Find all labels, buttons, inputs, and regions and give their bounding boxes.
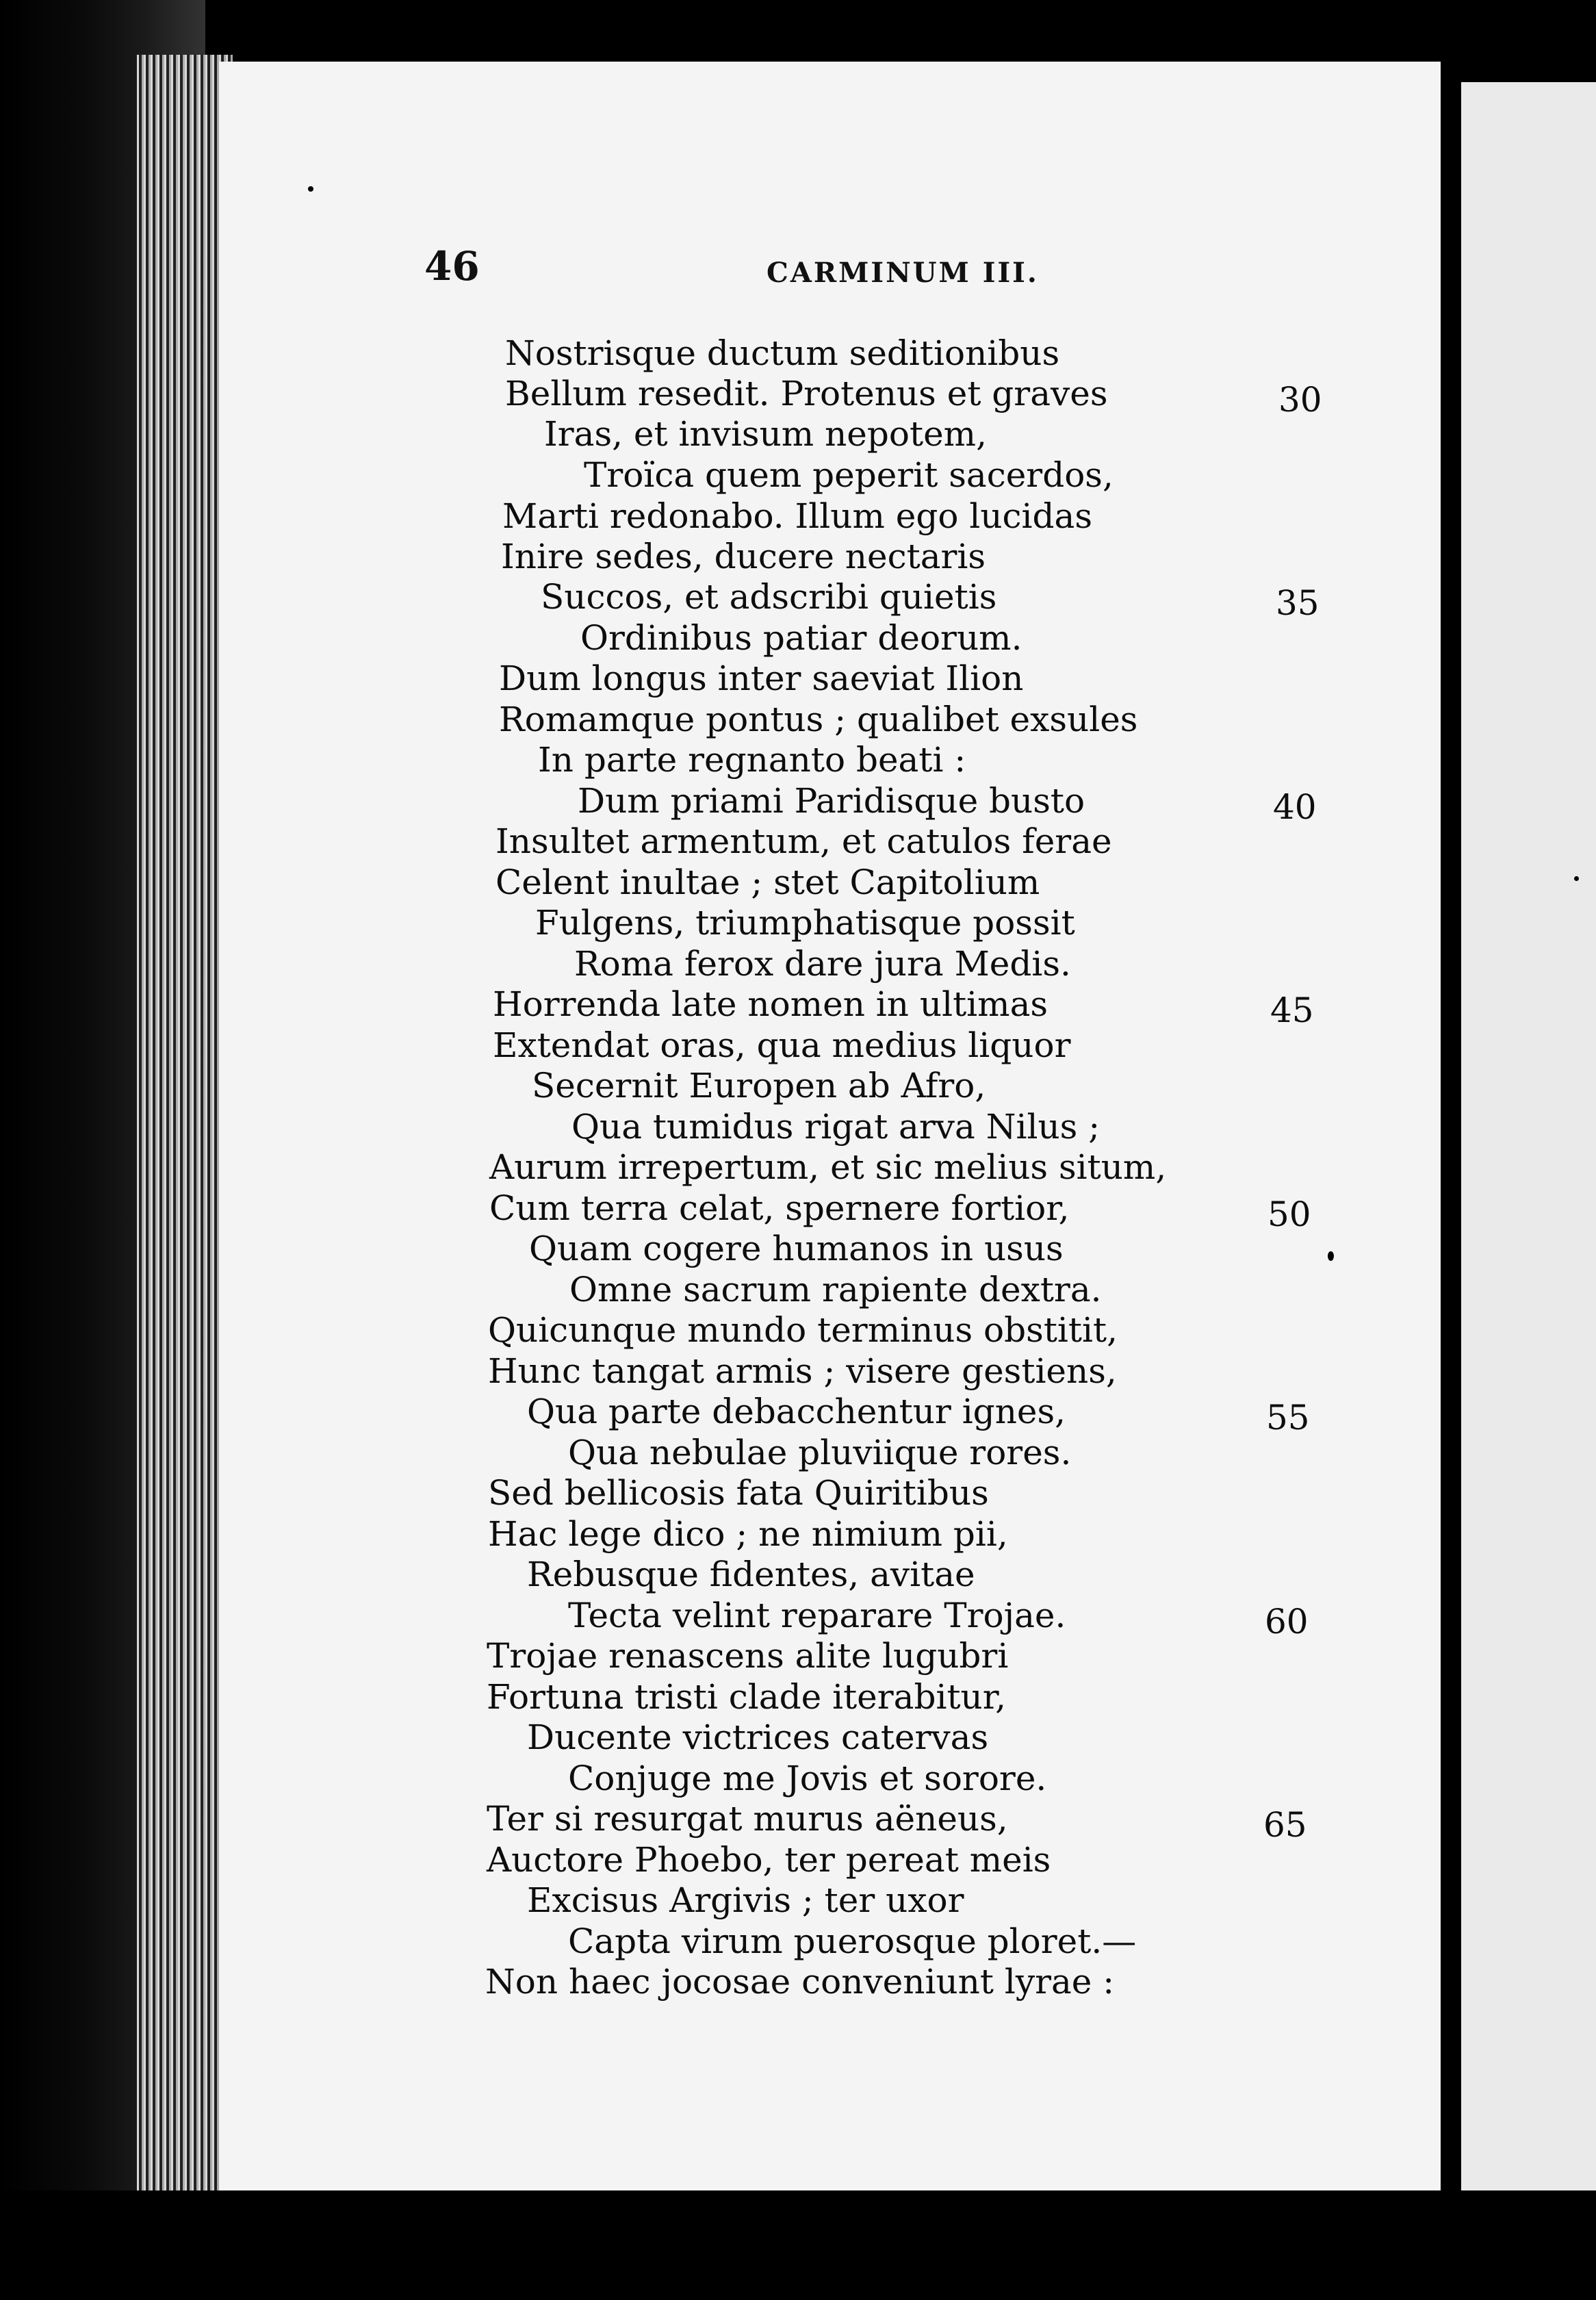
- verse-line: Sed bellicosis fata Quiritibus: [488, 1473, 989, 1513]
- verse-line: Hac lege dico ; ne nimium pii,: [488, 1514, 1008, 1554]
- page-number: 46: [424, 243, 480, 290]
- gutter: [1441, 0, 1461, 2300]
- verse-line: Iras, et invisum nepotem,: [544, 414, 987, 454]
- verse-line: Rebusque fidentes, avitae: [527, 1555, 975, 1594]
- line-number: 35: [1276, 583, 1320, 623]
- verse-line: Romamque pontus ; qualibet exsules: [499, 700, 1138, 739]
- verse-line: Marti redonabo. Illum ego lucidas: [502, 496, 1093, 536]
- verse-line: Ducente victrices catervas: [527, 1717, 989, 1757]
- verse-line: Tecta velint reparare Trojae.: [568, 1596, 1066, 1635]
- verse-line: Bellum resedit. Protenus et graves: [505, 374, 1108, 413]
- ink-speck: [308, 186, 313, 192]
- verse-line: Ter si resurgat murus aëneus,: [487, 1799, 1008, 1839]
- verse-line: Troïca quem peperit sacerdos,: [584, 455, 1114, 495]
- verse-line: Fulgens, triumphatisque possit: [535, 903, 1075, 943]
- verse-line: Excisus Argivis ; ter uxor: [527, 1880, 964, 1920]
- verse-line: Hunc tangat armis ; visere gestiens,: [488, 1351, 1117, 1391]
- verse-line: Horrenda late nomen in ultimas: [493, 984, 1048, 1024]
- ink-speck: [1328, 1251, 1334, 1261]
- verse-line: Roma ferox dare jura Medis.: [574, 944, 1071, 984]
- bottom-shadow: [0, 2190, 1596, 2300]
- verse-line: Secernit Europen ab Afro,: [532, 1066, 986, 1106]
- verse-line: Dum priami Paridisque busto: [578, 781, 1085, 821]
- verse-line: Qua parte debacchentur ignes,: [527, 1392, 1066, 1431]
- verse-line: Quicunque mundo terminus obstitit,: [488, 1310, 1118, 1350]
- verse-line: In parte regnanto beati :: [538, 740, 966, 780]
- line-number: 40: [1273, 787, 1317, 827]
- verse-line: Qua tumidus rigat arva Nilus ;: [571, 1107, 1101, 1147]
- verse-line: Auctore Phoebo, ter pereat meis: [487, 1840, 1051, 1880]
- verse-line: Cum terra celat, spernere fortior,: [489, 1188, 1070, 1228]
- verse-line: Extendat oras, qua medius liquor: [493, 1025, 1071, 1065]
- verse-line: Ordinibus patiar deorum.: [580, 618, 1022, 658]
- page-edges: [137, 55, 233, 2218]
- line-number: 45: [1270, 991, 1314, 1030]
- line-number: 30: [1278, 380, 1322, 420]
- verse-line: Qua nebulae pluviique rores.: [568, 1433, 1072, 1472]
- verse-line: Fortuna tristi clade iterabitur,: [487, 1677, 1007, 1717]
- verse-line: Inire sedes, ducere nectaris: [501, 537, 986, 576]
- verse-line: Non haec jocosae conveniunt lyrae :: [485, 1962, 1115, 2002]
- running-head: CARMINUM III.: [767, 257, 1039, 289]
- line-number: 55: [1266, 1398, 1310, 1438]
- verse-line: Trojae renascens alite lugubri: [487, 1636, 1009, 1676]
- line-number: 60: [1265, 1602, 1309, 1641]
- verse-line: Nostrisque ductum seditionibus: [505, 333, 1060, 373]
- verse-line: Conjuge me Jovis et sorore.: [568, 1759, 1047, 1798]
- verse-line: Insultet armentum, et catulos ferae: [495, 821, 1112, 861]
- line-number: 65: [1263, 1805, 1307, 1845]
- verse-line: Succos, et adscribi quietis: [541, 577, 997, 617]
- verse-line: Aurum irrepertum, et sic melius situm,: [489, 1147, 1167, 1187]
- verse-line: Dum longus inter saeviat Ilion: [499, 659, 1024, 698]
- verse-line: Quam cogere humanos in usus: [529, 1229, 1064, 1268]
- ink-speck: [1574, 876, 1579, 881]
- verse-line: Capta virum puerosque ploret.—: [568, 1921, 1137, 1961]
- facing-page-edge: [1461, 82, 1596, 2218]
- verse-line: Omne sacrum rapiente dextra.: [569, 1270, 1102, 1309]
- verse-line: Celent inultae ; stet Capitolium: [495, 862, 1040, 902]
- line-number: 50: [1267, 1194, 1311, 1234]
